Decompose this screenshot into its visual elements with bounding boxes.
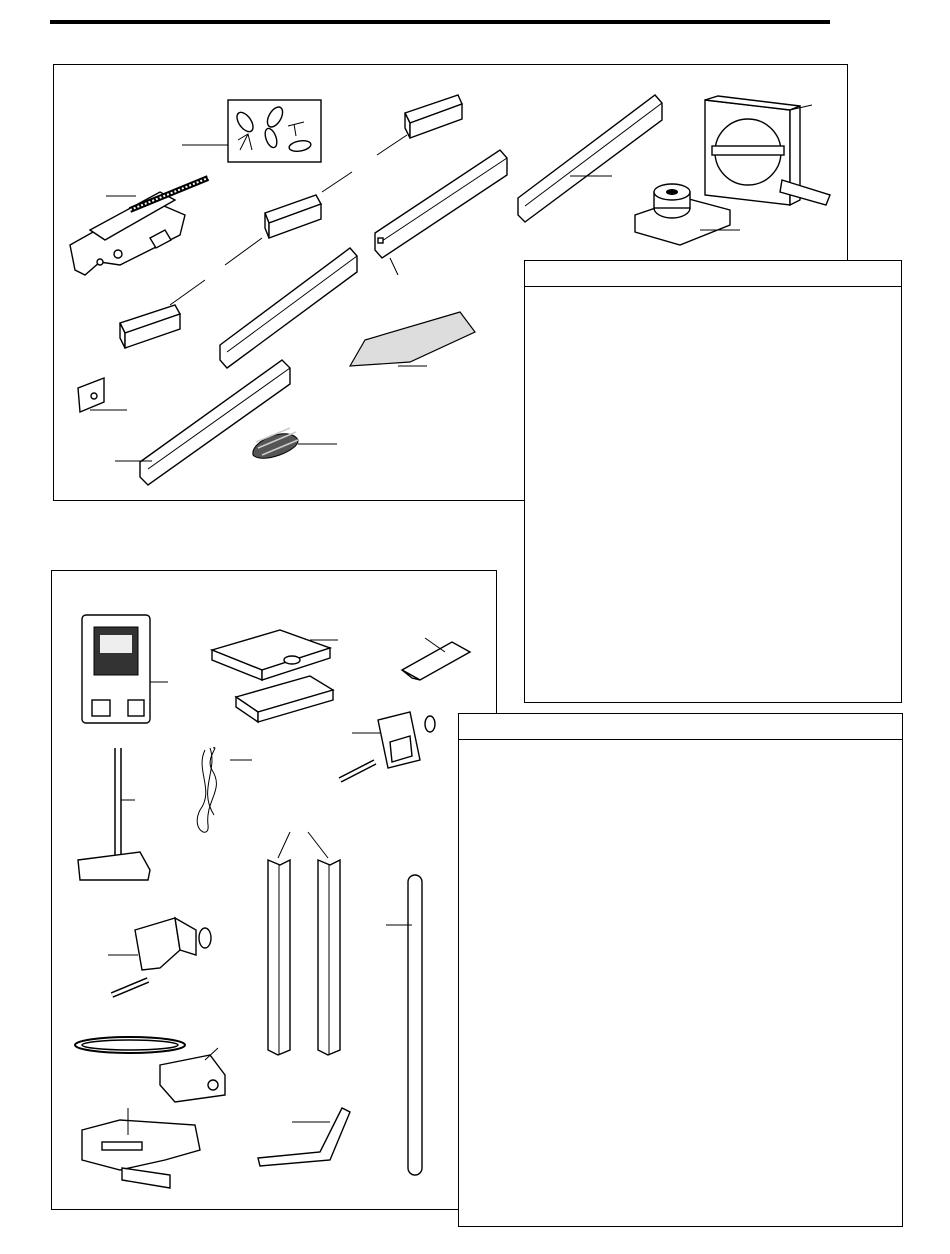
rail-section-illustration-4: [115, 360, 290, 485]
door-bracket-illustration: [340, 712, 435, 780]
rail-section-illustration-3: [220, 248, 357, 368]
safety-sensor-illustration: [75, 1037, 225, 1102]
grease-packet-illustration: [350, 312, 475, 366]
header-bracket-illustration: [108, 918, 211, 995]
bell-wire-illustration: [197, 748, 252, 833]
rail-clip-illustration: [78, 378, 127, 412]
rail-bracket-illustration-3: [120, 280, 205, 348]
sensor-bracket-illustration: [82, 1108, 200, 1188]
curved-door-arm-illustration: [258, 1108, 350, 1166]
remote-control-illustration: [212, 630, 338, 722]
angle-iron-illustration-2: [308, 832, 340, 1055]
rail-bracket-illustration-1: [377, 95, 462, 155]
emergency-release-rope-illustration: [78, 748, 150, 880]
visor-clip-illustration: [402, 638, 470, 680]
chain-link-bag-illustration: [182, 100, 321, 162]
rail-section-illustration-1: [375, 150, 507, 275]
rail-bracket-illustration-2: [225, 172, 352, 265]
straight-door-arm-illustration: [386, 875, 422, 1175]
drive-unit-illustration: [705, 96, 830, 205]
trolley-illustration: [70, 178, 208, 275]
rail-section-illustration-2: [518, 95, 662, 222]
angle-iron-illustration-1: [268, 832, 290, 1055]
bumper-spring-illustration: [253, 428, 337, 458]
wall-control-illustration: [82, 615, 168, 723]
